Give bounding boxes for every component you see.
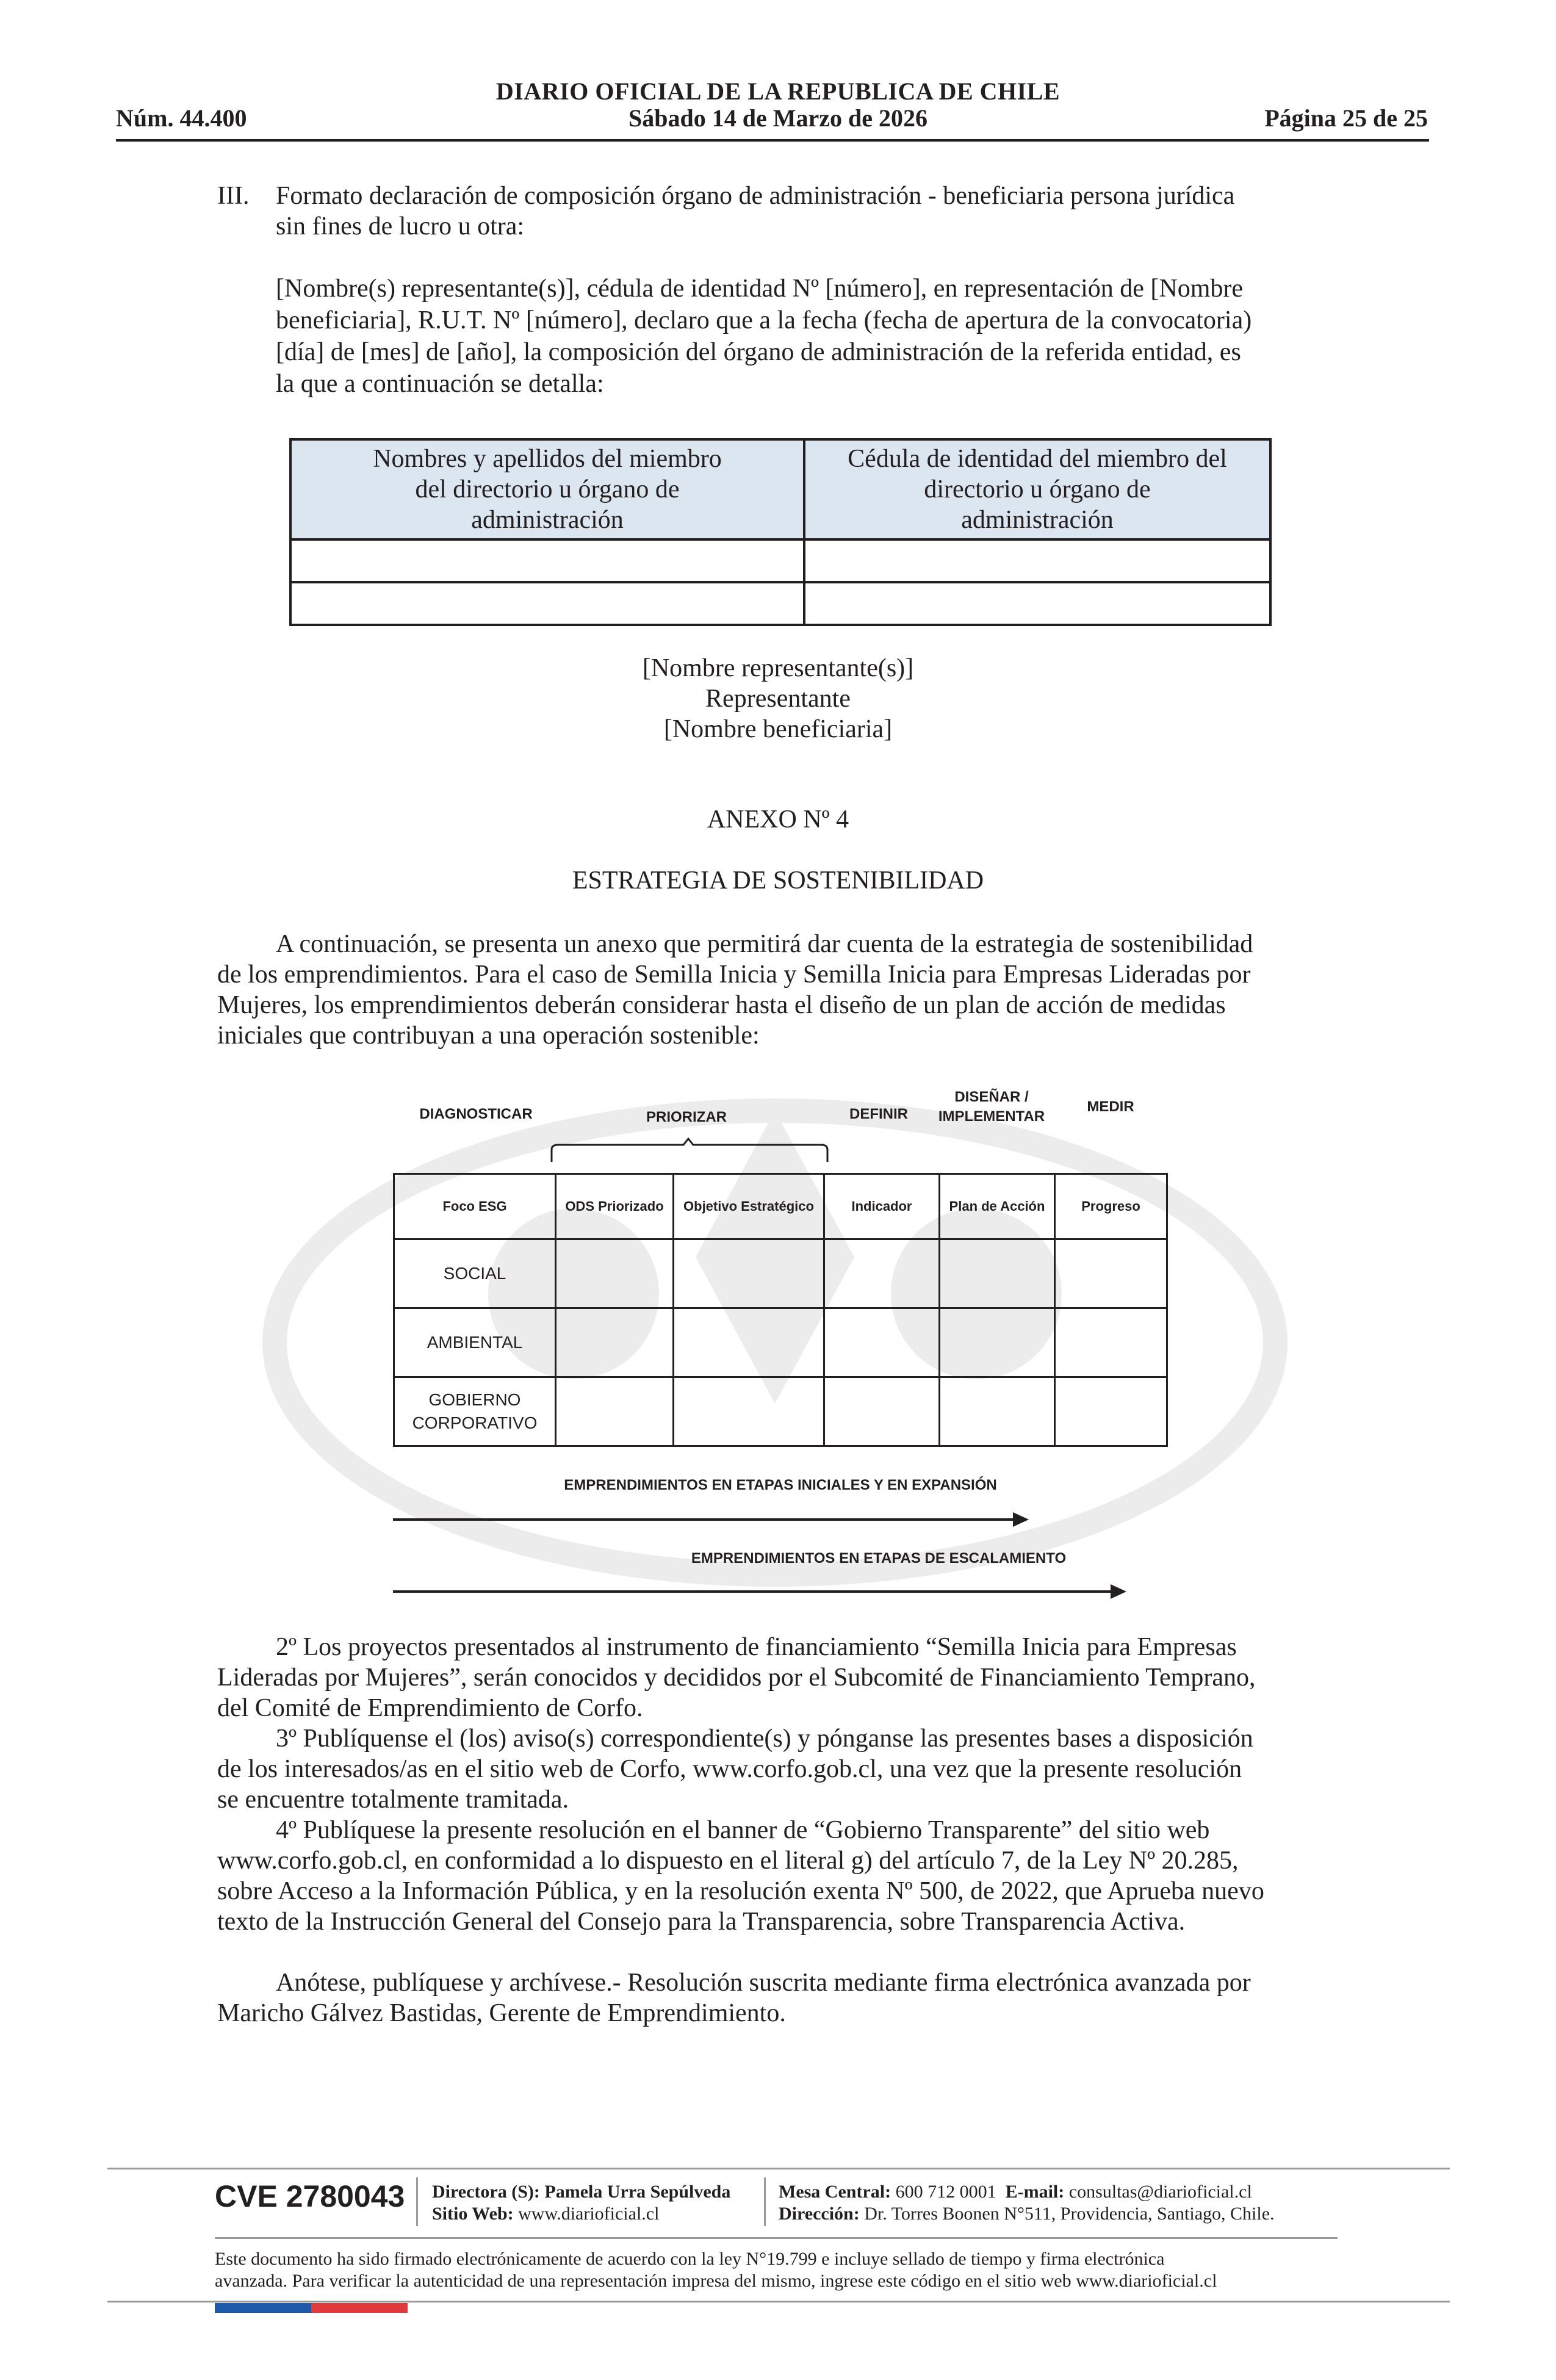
table-cell — [290, 539, 804, 582]
resolution4-line3: sobre Acceso a la Información Pública, y en la resolución exenta Nº 500, de 2022, que Aprueba nuevo — [217, 1877, 1264, 1905]
annex-para-line4: iniciales que contribuyan a una operación sostenible: — [217, 1022, 760, 1050]
table-cell — [824, 1377, 940, 1446]
signature-role: Representante — [705, 685, 851, 713]
signature-entity: [Nombre beneficiaria] — [663, 715, 893, 743]
footer-separator — [764, 2177, 766, 2226]
section-numeral: III. — [217, 182, 250, 210]
resolution2-line1: 2º Los proyectos presentados al instrumento de financiamiento “Semilla Inicia para Empresas — [276, 1633, 1237, 1661]
resolution4-line1: 4º Publíquese la presente resolución en el banner de “Gobierno Transparente” del sitio web — [276, 1816, 1210, 1844]
footer-notice-line2: avanzada. Para verificar la autenticidad de una representación impresa del mismo, ingrese este código en el sitio web www.diarioficial.cl — [215, 2271, 1217, 2291]
col-ods-priorizado: ODS Priorizado — [556, 1174, 674, 1239]
col-indicador: Indicador — [824, 1174, 940, 1239]
footer-contact: Mesa Central: 600 712 0001 E-mail: consultas@diarioficial.cl Dirección: Dr. Torres Boonen N°511, Providencia, Santiago, Chile. — [779, 2182, 1275, 2224]
resolution3-line3: se encuentre totalmente tramitada. — [217, 1786, 569, 1814]
arrow2-line — [393, 1590, 1113, 1593]
declaration-line1: [Nombre(s) representante(s)], cédula de identidad Nº [número], en representación de [Nombre — [276, 275, 1244, 303]
table-cell — [940, 1308, 1055, 1377]
annex-para-line3: Mujeres, los emprendimientos deberán considerar hasta el diseño de un plan de acción de medidas — [217, 991, 1226, 1019]
section-heading-line2: sin fines de lucro u otra: — [276, 212, 525, 240]
table-cell — [290, 582, 804, 625]
col-plan-de-accion: Plan de Acción — [940, 1174, 1055, 1239]
footer-divider-bottom — [107, 2301, 1450, 2302]
header-divider — [116, 139, 1429, 142]
closing-line1: Anótese, publíquese y archívese.- Resolución suscrita mediante firma electrónica avanzada por — [276, 1969, 1251, 1997]
footer-notice-line1: Este documento ha sido firmado electrónicamente de acuerdo con la ley N°19.799 e incluye sellado de tiempo y firma electrónica — [215, 2249, 1165, 2269]
annex-para-line1: A continuación, se presenta un anexo que permitirá dar cuenta de la estrategia de sostenibilidad — [276, 930, 1253, 958]
stage-diagnosticar: DIAGNOSTICAR — [419, 1106, 533, 1122]
arrow1-head-icon — [1013, 1512, 1029, 1527]
declaration-line2: beneficiaria], R.U.T. Nº [número], declaro que a la fecha (fecha de apertura de la convocatoria) — [276, 306, 1252, 334]
table-cell — [556, 1308, 674, 1377]
table-cell — [1055, 1308, 1167, 1377]
issue-number: Núm. 44.400 — [116, 104, 247, 132]
table-cell — [824, 1239, 940, 1308]
resolution4-line4: texto de la Instrucción General del Consejo para la Transparencia, sobre Transparencia Activa. — [217, 1908, 1186, 1936]
cve-code: CVE 2780043 — [215, 2179, 405, 2213]
annex-para-line2: de los emprendimientos. Para el caso de Semilla Inicia y Semilla Inicia para Empresas Lideradas por — [217, 961, 1251, 989]
declaration-line3: [día] de [mes] de [año], la composición del órgano de administración de la referida entidad, es — [276, 338, 1241, 366]
resolution3-line2: de los interesados/as en el sitio web de Corfo, www.corfo.gob.cl, una vez que la presente resolución — [217, 1755, 1242, 1783]
table-cell — [674, 1377, 824, 1446]
esg-strategy-table — [393, 1173, 1168, 1447]
table-cell — [824, 1308, 940, 1377]
arrow1-line — [393, 1518, 1015, 1521]
table-cell — [1055, 1239, 1167, 1308]
table-header-id: Cédula de identidad del miembro del directorio u órgano de administración — [804, 439, 1270, 539]
table-cell — [556, 1377, 674, 1446]
row-gobierno-corporativo: GOBIERNO CORPORATIVO — [394, 1377, 556, 1446]
arrow2-head-icon — [1111, 1584, 1126, 1599]
row-social: SOCIAL — [394, 1239, 556, 1308]
annex-title: ANEXO Nº 4 — [707, 806, 849, 834]
section-heading-line1: Formato declaración de composición órgano de administración - beneficiaria persona jurídica — [276, 182, 1235, 210]
col-objetivo-estrategico: Objetivo Estratégico — [674, 1174, 824, 1239]
declaration-line4: la que a continuación se detalla: — [276, 370, 604, 398]
table-cell — [940, 1239, 1055, 1308]
table-cell — [940, 1377, 1055, 1446]
table-header-names: Nombres y apellidos del miembro del directorio u órgano de administración — [290, 439, 804, 539]
stage-disenar: DISEÑAR / IMPLEMENTAR — [938, 1089, 1045, 1125]
arrow2-label: EMPRENDIMIENTOS EN ETAPAS DE ESCALAMIENTO — [691, 1550, 1067, 1567]
footer-director: Directora (S): Pamela Urra Sepúlveda Sitio Web: www.diarioficial.cl — [432, 2182, 731, 2224]
table-cell — [804, 582, 1270, 625]
newspaper-title: DIARIO OFICIAL DE LA REPUBLICA DE CHILE — [495, 78, 1061, 105]
board-composition-table — [289, 438, 1272, 626]
table-cell — [804, 539, 1270, 582]
col-foco-esg: Foco ESG — [394, 1174, 556, 1239]
stage-priorizar: PRIORIZAR — [646, 1109, 727, 1125]
arrow1-label: EMPRENDIMIENTOS EN ETAPAS INICIALES Y EN EXPANSIÓN — [564, 1477, 997, 1493]
col-progreso: Progreso — [1055, 1174, 1167, 1239]
page-number: Página 25 de 25 — [1264, 104, 1428, 132]
table-cell — [1055, 1377, 1167, 1446]
resolution2-line3: del Comité de Emprendimiento de Corfo. — [217, 1694, 643, 1722]
flag-stripe-blue — [215, 2303, 311, 2313]
annex-subtitle: ESTRATEGIA DE SOSTENIBILIDAD — [572, 867, 984, 895]
flag-stripe-red — [311, 2303, 408, 2313]
footer-divider-mid — [215, 2237, 1338, 2239]
row-ambiental: AMBIENTAL — [394, 1308, 556, 1377]
closing-line2: Maricho Gálvez Bastidas, Gerente de Emprendimiento. — [217, 1999, 786, 2027]
resolution4-line2: www.corfo.gob.cl, en conformidad a lo dispuesto en el literal g) del artículo 7, de la Ley Nº 20.285, — [217, 1847, 1239, 1875]
issue-date: Sábado 14 de Marzo de 2026 — [629, 104, 927, 132]
table-cell — [674, 1308, 824, 1377]
stage-definir: DEFINIR — [849, 1106, 908, 1122]
table-cell — [556, 1239, 674, 1308]
signature-name: [Nombre representante(s)] — [642, 654, 914, 682]
resolution2-line2: Lideradas por Mujeres”, serán conocidos y decididos por el Subcomité de Financiamiento Temprano, — [217, 1664, 1256, 1692]
footer-separator — [416, 2177, 418, 2226]
footer-divider-top — [107, 2168, 1450, 2169]
table-cell — [674, 1239, 824, 1308]
stage-medir: MEDIR — [1087, 1098, 1134, 1115]
resolution3-line1: 3º Publíquense el (los) aviso(s) correspondiente(s) y pónganse las presentes bases a disposición — [276, 1725, 1253, 1753]
priorizar-bracket — [549, 1138, 830, 1164]
